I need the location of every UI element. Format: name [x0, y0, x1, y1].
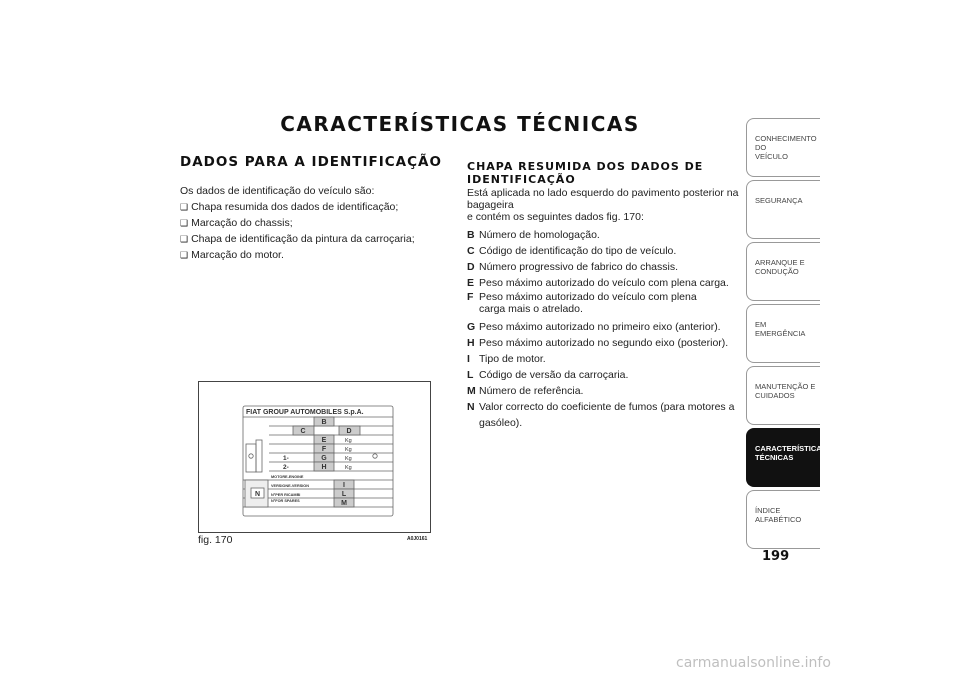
plate-item: G Peso máximo autorizado no primeiro eixo (anterior). [467, 321, 721, 333]
bullet-item: ❑ Chapa resumida dos dados de identificação; [180, 199, 450, 215]
tab-manutencao-cuidados[interactable] [746, 366, 820, 425]
plate-intro: e contém os seguintes dados fig. 170: [467, 211, 644, 223]
plate-item: I Tipo de motor. [467, 353, 546, 365]
unit-label: Kg [345, 447, 352, 453]
plate-letter: H [321, 464, 327, 471]
tab-label: SEGURANÇA [755, 196, 803, 205]
unit-label: Kg [345, 465, 352, 471]
figure-code: A0J0161 [407, 536, 428, 542]
identification-list [180, 183, 450, 263]
plate-letter: E [321, 437, 327, 444]
version-label: VERSIONE-VERSION [271, 484, 309, 488]
plate-letter: D [346, 428, 352, 435]
plate-item: C Código de identificação do tipo de veículo. [467, 245, 677, 257]
plate-item: F Peso máximo autorizado do veículo com plena carga mais o atrelado. [467, 291, 697, 315]
identification-plate-diagram [199, 382, 430, 532]
tab-label: VEÍCULO [755, 152, 788, 161]
plate-title: FIAT GROUP AUTOMOBILES S.p.A. [246, 409, 364, 416]
tab-label: CONHECIMENTO DO [755, 134, 817, 152]
page-number: 199 [762, 549, 790, 564]
axle-label: 1- [283, 455, 289, 462]
unit-label: Kg [345, 456, 352, 462]
plate-slot [256, 440, 262, 472]
plate-rivet [249, 454, 253, 458]
figure-caption: fig. 170 [198, 534, 233, 546]
plate-item: N Valor correcto do coeficiente de fumos (para motores a gasóleo). [467, 401, 735, 429]
engine-label: MOTORE-ENGINE [271, 475, 304, 479]
tab-label: EM EMERGÊNCIA [755, 320, 806, 338]
tab-label: CONDUÇÃO [755, 267, 799, 276]
plate-letter: G [321, 455, 327, 462]
axle-label: 2- [283, 464, 289, 471]
plate-letter: N [254, 491, 261, 498]
tab-arranque-conducao[interactable] [746, 242, 820, 301]
plate-item: D Número progressivo de fabrico do chassis. [467, 261, 679, 273]
heading-line: CHAPA RESUMIDA DOS DADOS DE [467, 160, 704, 173]
section-heading-plate [467, 160, 703, 186]
plate-letter: B [321, 419, 327, 426]
plate-item: L Código de versão da carroçaria. [467, 369, 629, 381]
tab-indice-alfabetico[interactable] [746, 490, 820, 549]
identification-plate-figure [198, 381, 431, 533]
identification-intro: Os dados de identificação do veículo são: [180, 185, 375, 197]
plate-item: M Número de referência. [467, 385, 584, 397]
plate-letter: L [341, 491, 347, 498]
unit-label: Kg [345, 438, 352, 444]
chapter-tabs [746, 118, 827, 552]
tab-seguranca[interactable] [746, 180, 820, 239]
section-heading-identification: DADOS PARA A IDENTIFICAÇÃO [180, 154, 442, 170]
tab-em-emergencia[interactable] [746, 304, 820, 363]
plate-letter: F [321, 446, 327, 453]
tab-label: MANUTENÇÃO E [755, 382, 816, 391]
tab-label: CUIDADOS [755, 391, 795, 400]
plate-intro: Está aplicada no lado esquerdo do pavimento posterior na bagageira [467, 187, 739, 211]
tab-conhecimento-veiculo[interactable] [746, 118, 820, 177]
plate-rivet [373, 454, 377, 458]
tab-label: TÉCNICAS [755, 453, 794, 462]
page-title: CARACTERÍSTICAS TÉCNICAS [280, 112, 640, 136]
tab-label: CARACTERÍSTICAS [755, 444, 827, 453]
tab-caracteristicas-tecnicas[interactable] [746, 428, 827, 487]
tab-label: ARRANQUE E [755, 258, 805, 267]
bullet-item: ❑ Marcação do chassis; [180, 215, 450, 231]
plate-description [467, 187, 742, 431]
plate-letter: I [343, 482, 345, 489]
tab-label: ÍNDICE ALFABÉTICO [755, 506, 802, 524]
spares-label: N°PER RICAMBI [271, 493, 301, 497]
plate-letter: C [300, 428, 306, 435]
bullet-item: ❑ Chapa de identificação da pintura da carroçaria; [180, 231, 450, 247]
watermark: carmanualsonline.info [676, 655, 831, 671]
spares-label: N°FOR SPARES [271, 499, 300, 503]
plate-item: E Peso máximo autorizado do veículo com plena carga. [467, 277, 729, 289]
plate-letter: M [341, 500, 347, 507]
heading-line: IDENTIFICAÇÃO [467, 173, 576, 186]
plate-item: H Peso máximo autorizado no segundo eixo (posterior). [467, 337, 729, 349]
bullet-item: ❑ Marcação do motor. [180, 247, 450, 263]
plate-item: B Número de homologação. [467, 229, 600, 241]
